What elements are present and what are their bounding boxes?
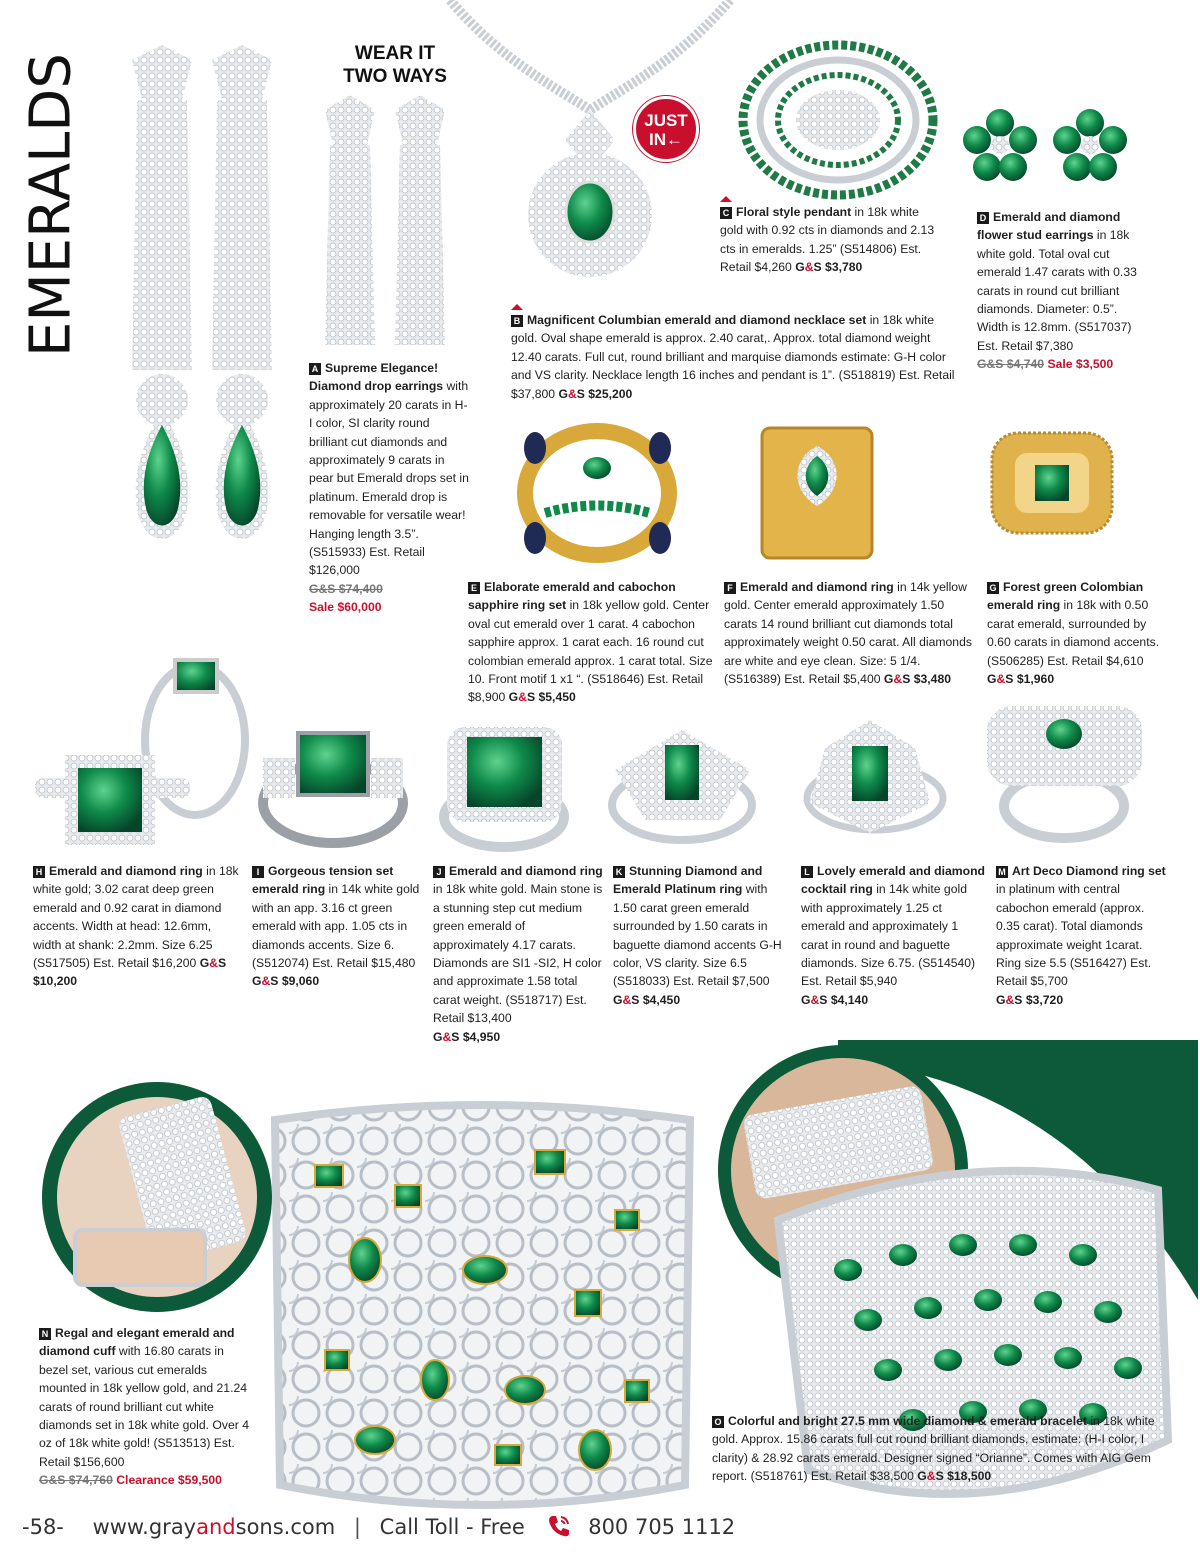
just-in-badge: JUST IN← — [633, 96, 699, 162]
side-title: EMERALDS — [18, 53, 84, 357]
footer-separator: | — [353, 1515, 361, 1539]
wear-it-two-ways-label: WEAR IT TWO WAYS — [343, 43, 447, 87]
cuff-n-image — [40, 1080, 275, 1315]
ring-h-image — [30, 650, 250, 855]
pendant-c-image — [738, 40, 938, 200]
ring-g-image — [970, 425, 1135, 545]
ring-i-image — [258, 728, 408, 848]
caption-e: E Elaborate emerald and cabochon sapphire ring set in 18k yellow gold. Center oval cut emerald over 1 carat. 4 cabochon sapphire approx. 1 carat each. 16 round cut colombian emerald approx. 1 carat total. Size 10. Front motif 1 x1 “. (S518646) Est. Retail $8,900 G&S $5,450 — [468, 580, 713, 705]
caption-f: F Emerald and diamond ring in 14k yellow gold. Center emerald approximately 1.50 carats 14 round brilliant cut diamonds total approximately weight 0.50 carat. All diamonds are white and eye clean. Size: 5 1/4. (S516389) Est. Retail $5,400 G&S $3,480 — [724, 580, 972, 687]
caption-a: A Supreme Elegance! Diamond drop earrings with approximately 20 carats in H-I color, SI clarity round brilliant cut diamonds and approximately 9 carats in pear but Emerald drops set in platinum. Emerald drop is removable for versatile wear! Hanging length 3.5”. (S515933) Est. Retail $126,000 G&S $74,400 Sale $60,000 — [309, 361, 469, 615]
page-number: -58- — [22, 1515, 64, 1539]
caption-d: D Emerald and diamond flower stud earrings in 18k white gold. Total oval cut emerald 1.47 carats with 0.33 carats in round cut brilliant diamonds. Diameter: 0.5”. Width is 12.8mm. (S517037) Est. Retail $7,380 G&S $4,740 Sale $3,500 — [977, 210, 1137, 372]
new-marker-icon — [720, 196, 732, 202]
caption-b: B Magnificent Columbian emerald and diamond necklace set in 18k white gold. Oval shape emerald is approx. 2.40 carat,. Approx. total diamond weight 12.40 carats. Full cut, round brilliant and marquise diamonds estimate: G-H color and VS clarity. Necklace length 16 inches and pendant is 1”. (S518819) Est. Retail $37,800 G&S $25,200 — [511, 304, 961, 403]
ring-e-image — [515, 418, 680, 568]
caption-i: I Gorgeous tension set emerald ring in 14k white gold with an app. 3.16 ct green emerald with app. 1.05 cts in diamonds accents. Size 6. (S512074) Est. Retail $15,480 G&S $9,060 — [252, 864, 420, 989]
cuff-n-main-image — [255, 1090, 710, 1525]
caption-l: L Lovely emerald and diamond cocktail ring in 14k white gold with approximately 1.25 ct emerald and approximately 1 carat in round and baguette diamonds. Size 6.75. (S514540) Est. Retail $5,940 G&S $4,140 — [801, 864, 985, 1007]
phone-icon — [546, 1513, 572, 1539]
caption-m: M Art Deco Diamond ring set in platinum with central cabochon emerald (approx. 0.35 carat). Total diamonds approximate weight 1carat. Ring size 5.5 (S516427) Est. Retail $5,700 G&S $3,720 — [996, 864, 1166, 1007]
earrings-d-image — [955, 95, 1145, 190]
call-toll-free-label: Call Toll - Free — [379, 1515, 525, 1539]
new-marker-icon — [511, 304, 523, 310]
caption-j: J Emerald and diamond ring in 18k white gold. Main stone is a stunning step cut medium green emerald of approximately 4.17 carats. Diamonds are SI1 -SI2, H color and approximate 1.58 total carat weight. (S518717) Est. Retail $13,400 G&S $4,950 — [433, 864, 603, 1044]
earrings-a-image — [92, 40, 302, 550]
ring-k-image — [600, 725, 765, 845]
ring-j-image — [432, 722, 577, 852]
footer — [22, 1513, 735, 1547]
ring-m-image — [982, 696, 1147, 846]
phone-number[interactable]: 800 705 1112 — [588, 1515, 736, 1539]
caption-o: O Colorful and bright 27.5 mm wide diamond & emerald bracelet in 18k white gold. Approx. 15.86 carats full cut round brilliant diamonds, estimate: (H-I color, I clarity) & 28.92 carats emerald. Designer signed “Orianne”. Comes with AIG Gem report. (S518761) Est. Retail $38,500 G&S $18,500 — [712, 1414, 1155, 1484]
caption-g: G Forest green Colombian emerald ring in 18k with 0.50 carat emerald, surrounded by 0.60 carats in diamond accents. (S506285) Est. Retail $4,610 G&S $1,960 — [987, 580, 1160, 687]
caption-c: C Floral style pendant in 18k white gold with 0.92 cts in diamonds and 2.13 cts in emeralds. 1.25” (S514806) Est. Retail $4,260 G&S $3,780 — [720, 196, 945, 277]
caption-n: N Regal and elegant emerald and diamond cuff with 16.80 carats in bezel set, various cut emeralds mounted in 18k yellow gold, and 21.24 carats of round brilliant cut white diamonds set in 18k white gold. Over 4 oz of 18k white gold! (S513513) Est. Retail $156,600 G&S $74,760 Clearance $59,500 — [39, 1326, 250, 1488]
caption-h: H Emerald and diamond ring in 18k white gold; 3.02 carat deep green emerald and 0.92 carat in diamond accents. Width at head: 12.6mm, width at shank: 2.2mm. Size 6.25 (S517505) Est. Retail $16,200 G&S $10,200 — [33, 864, 239, 989]
ring-l-image — [790, 718, 950, 843]
website-link[interactable]: www.grayandsons.com — [92, 1515, 336, 1539]
ring-f-image — [752, 418, 882, 568]
caption-k: K Stunning Diamond and Emerald Platinum ring with 1.50 carat green emerald surrounded by 1.50 carats in baguette diamond accents G-H color, VS clarity. Size 6.5 (S518033) Est. Retail $7,500 G&S $4,450 — [613, 864, 782, 1007]
